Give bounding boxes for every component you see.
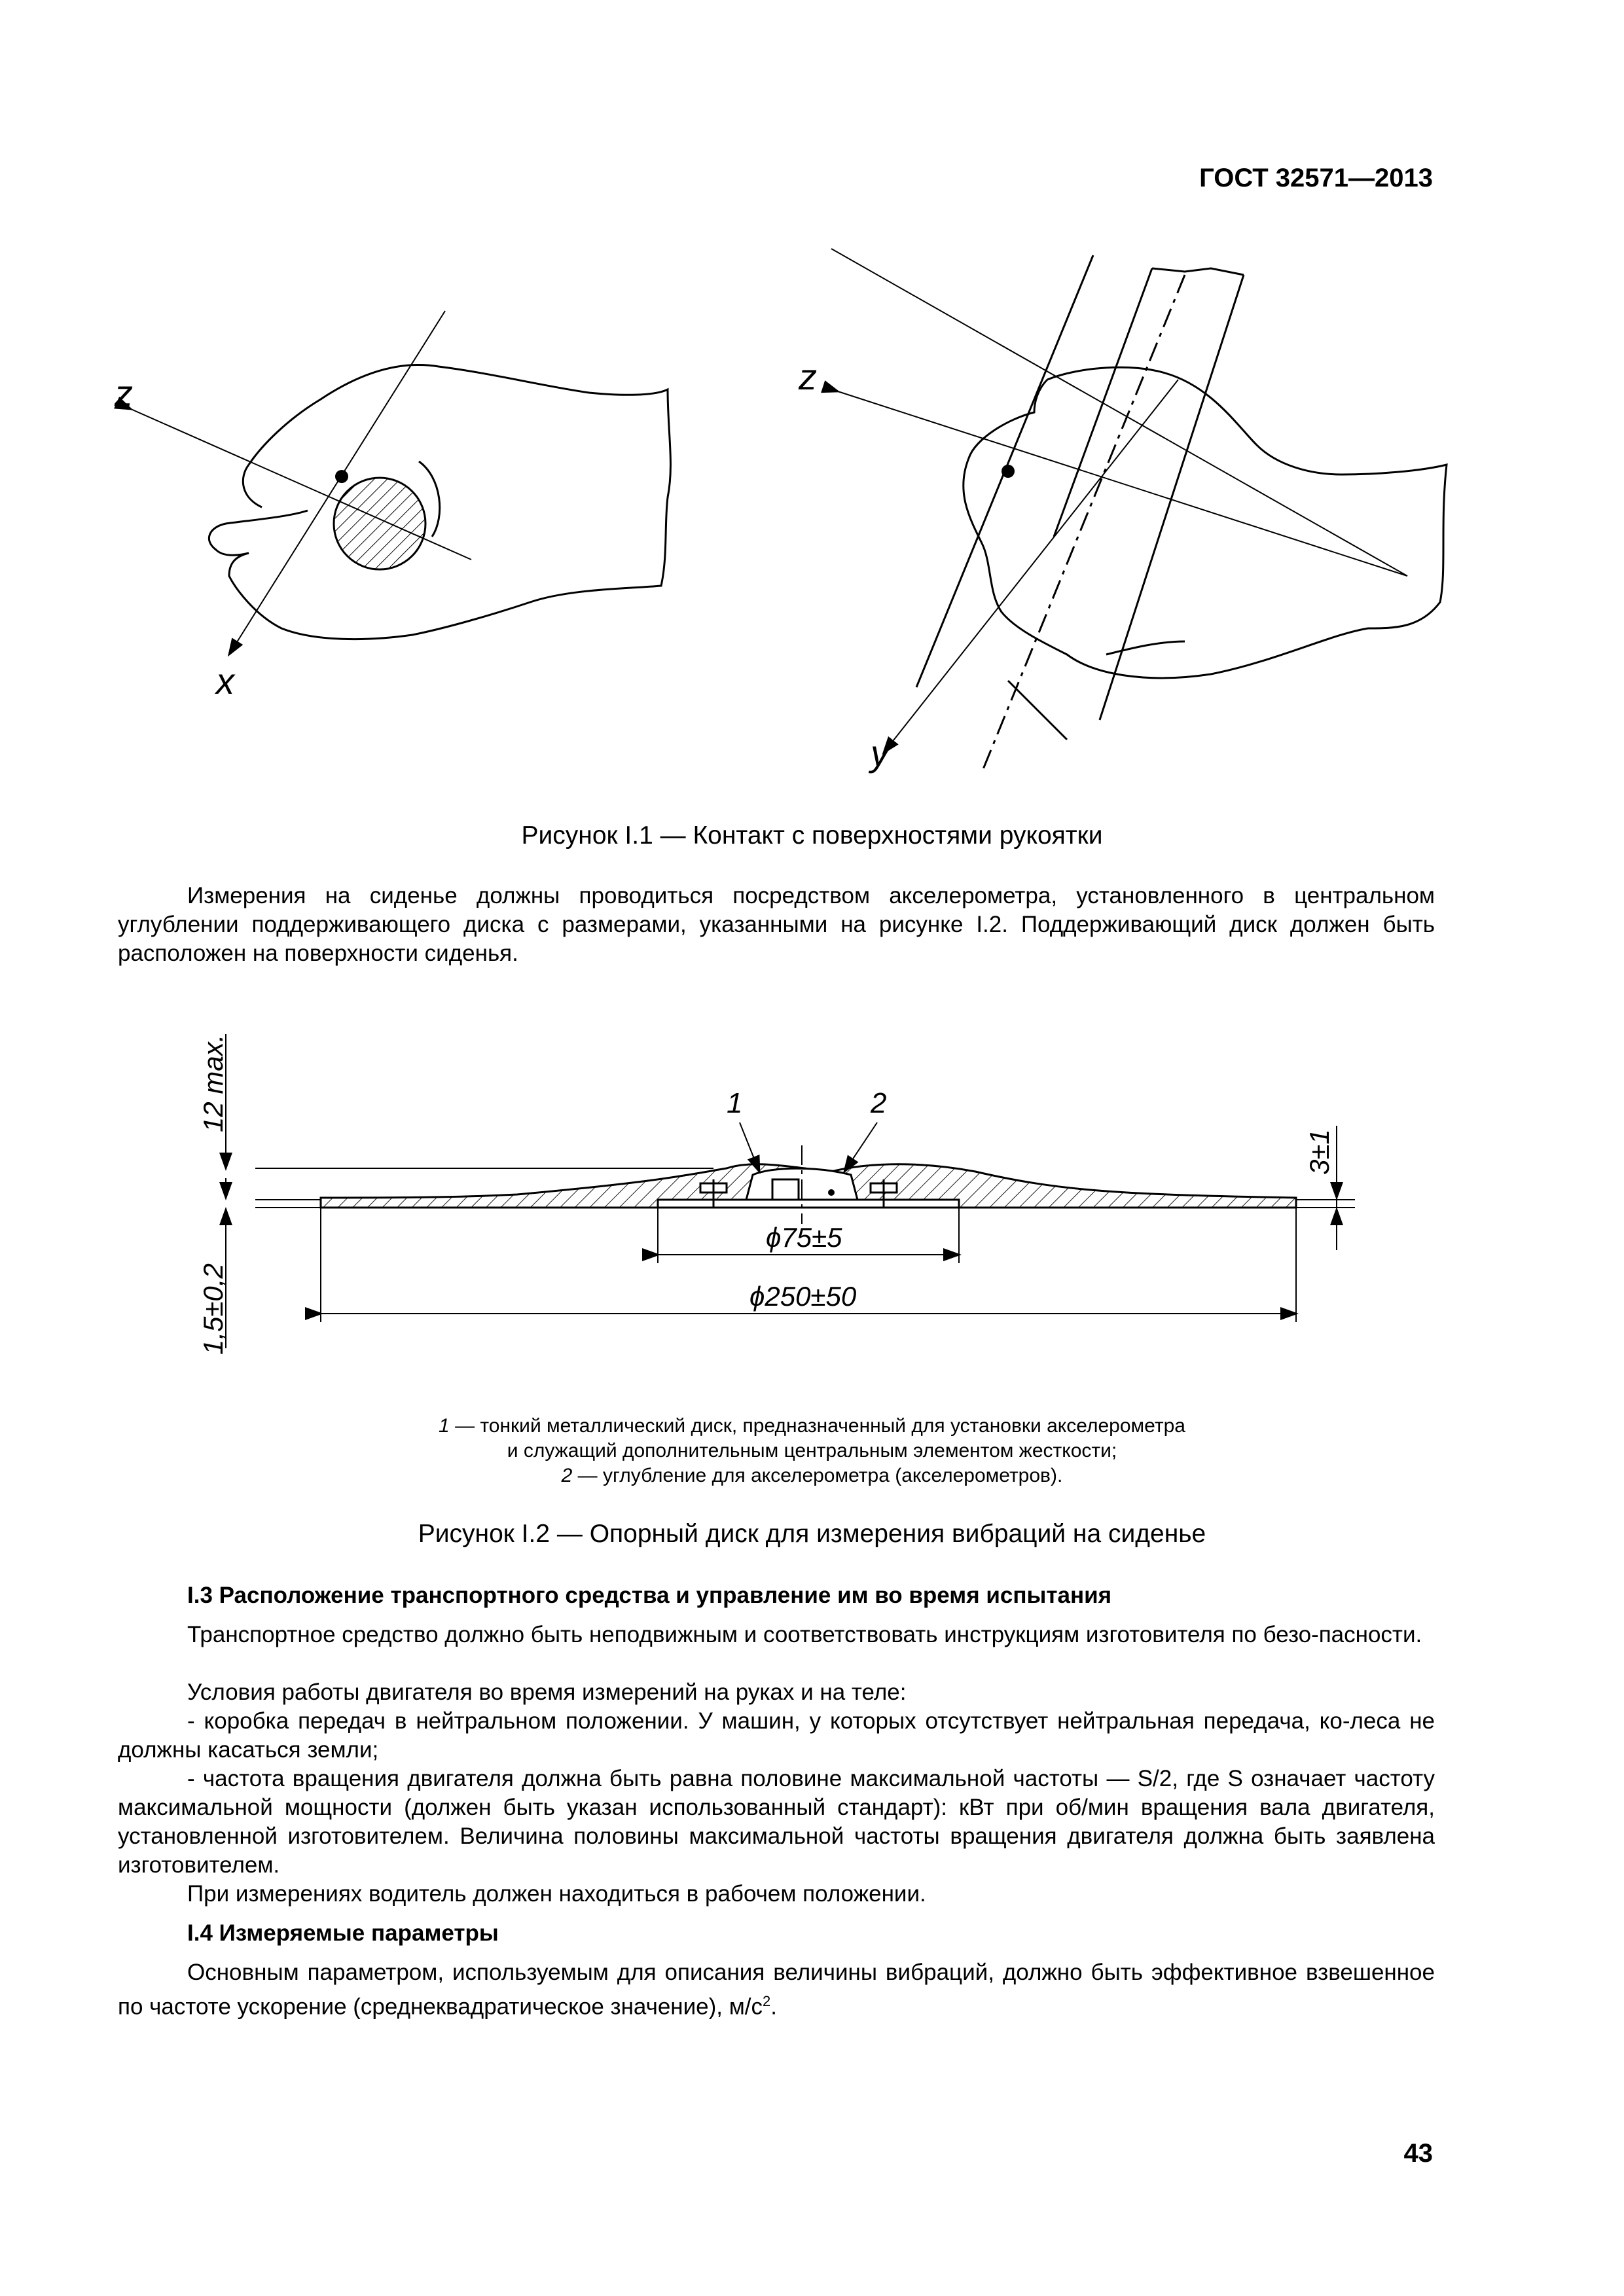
page-number: 43 (1403, 2139, 1433, 2168)
contact-point-left (335, 470, 348, 483)
section-i3-p2: Условия работы двигателя во время измерений на руках и на теле: (187, 1679, 907, 1705)
section-i4-p1: Основным параметром, используемым для описания величины вибраций, должно быть эффективное взвешенное по частоте ускорение (среднеквадратическое значение), $м/с^2$. (118, 1960, 1435, 2020)
figure-i1-caption: Рисунок I.1 — Контакт с поверхностями рукоятки (521, 821, 1103, 850)
axis-label-z-left: z (115, 372, 133, 414)
figure-i2-drawing (190, 1014, 1381, 1381)
axis-line-y (884, 380, 1178, 753)
figure-i2-legend (0, 1414, 1624, 1488)
dim-12max: 12 max. (198, 1034, 228, 1132)
callout-2: 2 (871, 1087, 887, 1119)
dim-phi75: ϕ75±5 (766, 1222, 842, 1253)
axis-line-z-left (131, 409, 471, 560)
dim-3pm1: 3±1 (1304, 1129, 1335, 1175)
dim-phi250: ϕ250±50 (749, 1281, 857, 1312)
document-header: ГОСТ 32571—2013 (1199, 164, 1433, 192)
legend-line-2: 2 — углубление для акселерометра (акселерометров). (561, 1465, 1063, 1486)
figure-i2-caption: Рисунок I.2 — Опорный диск для измерения вибраций на сиденье (418, 1520, 1206, 1548)
paragraph-seat-measurement: Измерения на сиденье должны проводиться посредством акселерометра, установленного в центральном углублении поддерживающего диска с размерами, указанными на рисунке I.2. Поддерживающий диск должен быть расположен на поверхности сиденья. (118, 883, 1435, 966)
section-i3-p3: - коробка передач в нейтральном положении. У машин, у которых отсутствует нейтральная передача, ко-леса не должны касаться земли; (118, 1708, 1435, 1763)
grip-cross-section (334, 461, 440, 569)
legend-line-1a: 1 — тонкий металлический диск, предназначенный для установки акселерометра (439, 1415, 1185, 1437)
section-i3-p1: Транспортное средство должно быть неподвижным и соответствовать инструкциям изготовителя по безо-пасности. (187, 1622, 1422, 1647)
axis-line-x (229, 311, 445, 655)
axis-label-x: x (216, 660, 234, 702)
dim-thickness: 1,5±0,2 (198, 1263, 228, 1355)
section-i3-p4: - частота вращения двигателя должна быть равна половине максимальной частоты — S/2, где S означает частоту максимальной мощности (должен быть указан использованный стандарт): кВт при об/мин вращения вала двигателя, установленной изготовителем. Величина половины максимальной частоты вращения двигателя должна быть заявлена изготовителем. (118, 1766, 1435, 1878)
callout-1: 1 (727, 1087, 743, 1119)
axis-line-z-right (831, 249, 1407, 576)
section-i3-p5: При измерениях водитель должен находиться в рабочем положении. (187, 1881, 926, 1907)
axis-label-z-right: z (799, 356, 817, 397)
central-plate (658, 1200, 959, 1208)
right-handle-drawing (916, 255, 1244, 772)
right-hand-drawing (964, 367, 1447, 678)
legend-line-1b: и служащий дополнительным центральным элементом жесткости; (507, 1440, 1117, 1462)
section-i4-heading: I.4 Измеряемые параметры (187, 1920, 499, 1946)
figure-i1-drawing (115, 249, 1276, 785)
section-i3-heading: I.3 Расположение транспортного средства и управление им во время испытания (187, 1583, 1112, 1608)
contact-point-right (1001, 465, 1015, 478)
axis-label-y: y (871, 732, 889, 774)
